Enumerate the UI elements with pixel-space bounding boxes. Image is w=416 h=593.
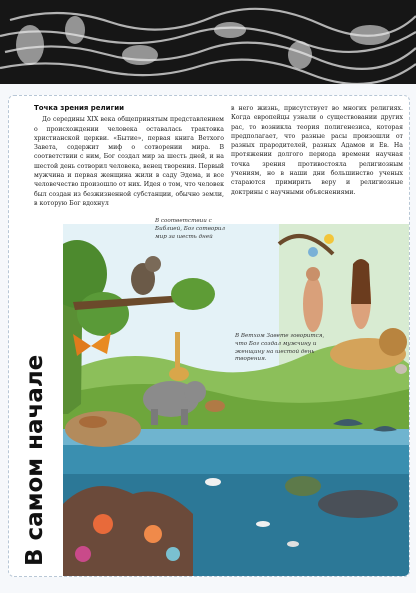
book-page bbox=[8, 95, 410, 577]
section-title: Точка зрения религии bbox=[34, 104, 125, 112]
text-column-right bbox=[231, 104, 403, 197]
creation-illustration bbox=[63, 224, 409, 576]
vertical-title: В самом начале bbox=[22, 354, 48, 566]
column-left-text: До середины XIX века общепринятым представлением о происхождении человека оставалась трактовка христианской церкви. «Бытие», первая книга Ветхого Завета, содержит миф о сотворении мира. В соответствии с ним, Бог создал мир за шесть дней, и на шестой день сотворил человека, венец творения. Первый мужчина и первая женщина жили в саду Эдема, и все человечество произошло от них. Идея о том, что человек был создан из безжизненной субстанции, обычно земли, в которую Бог вдохнул bbox=[34, 116, 224, 207]
header-texture-band bbox=[0, 0, 416, 84]
caption-creation-days: В соответствии с Библией, Бог сотворил мир за шесть дней bbox=[155, 218, 226, 240]
text-column-left bbox=[34, 104, 224, 208]
texture-pattern bbox=[0, 0, 416, 84]
title-strip bbox=[9, 96, 48, 576]
column-right-text: в него жизнь, присутствует во многих религиях. Когда европейцы узнали о существовании других рас, то возникла теория полигенезиса, которая предполагает, что разные расы произошли от разных прародителей, разных Адамов и Ев. На протяжении долгого периода времени научная точка зрения противостояла религиозным учениям, но в наши дни большинство ученых стараются примирить веру и религиозные доктрины с научными объяснениями. bbox=[231, 105, 403, 196]
caption-adam-eve: В Ветхом Завете говорится, что Бог создал мужчину и женщину на шестой день творения. bbox=[235, 333, 325, 363]
